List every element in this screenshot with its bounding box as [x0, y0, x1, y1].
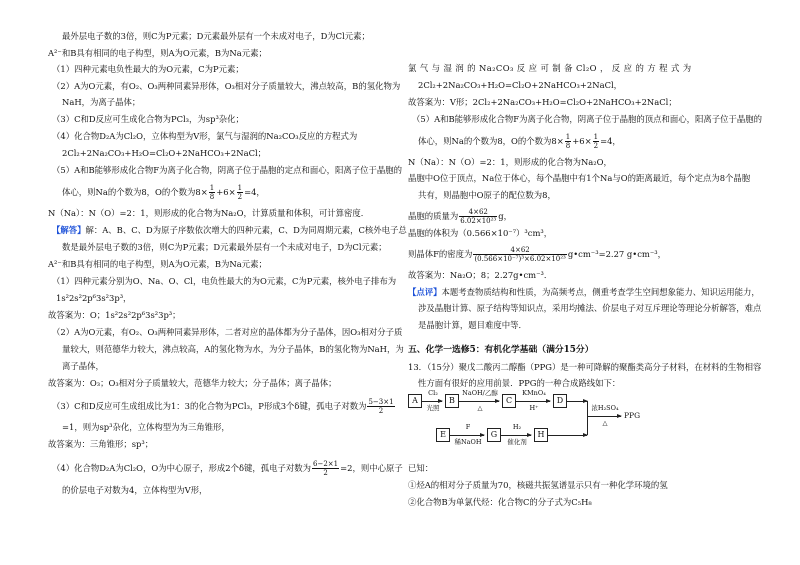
arrow	[450, 435, 484, 436]
text-line: 的价层电子对数为4，立体构型为V形，	[62, 485, 208, 495]
node-A: A	[408, 394, 422, 408]
arrow	[422, 401, 442, 402]
text-line: 故答案为：O₃；O₃相对分子质量较大，范德华力较大；分子晶体；离子晶体；	[48, 378, 337, 388]
node-D: D	[553, 394, 567, 408]
arrow	[587, 416, 621, 417]
text-line: （2）A为O元素，有O₂、O₃两种同素异形体，O₃相对分子质量较大，沸点较高，B的氢化物为	[52, 81, 401, 91]
arrow	[459, 401, 499, 402]
text-line: N（Na）：N（O）=2：1，则形成的化合物为Na₂O，计算质量和体积，可计算密度．	[48, 208, 370, 218]
node-G: G	[487, 428, 501, 442]
text-line: 最外层电子数的3倍，则C为P元素；D元素最外层有一个未成对电子，D为Cl元素；	[62, 31, 370, 41]
connector	[548, 435, 587, 436]
arrow	[516, 401, 550, 402]
text-line: （5）A和B能够形成化合物F为离子化合物，阴离子位于晶胞的顶点和面心，阳离子位于晶胞的	[412, 114, 762, 124]
text-line: A²⁻和B具有相同的电子构型，则A为O元素，B为Na元素；	[48, 48, 267, 58]
product-label: PPG	[624, 411, 641, 420]
text-line: 已知：	[408, 463, 434, 473]
text-line: 量较大，则范德华力较大，沸点较高，A的氢化物为水，为分子晶体，B的氢化物为NaH，为	[62, 344, 404, 354]
text-line: 则晶体F的密度为 $\frac{4\times 62}{\text{(0.566×10⁻⁷)³×6.02×10²³}}$ g•cm⁻³=2.27 g•cm⁻³，	[408, 246, 666, 263]
text-line: （4）化合物D₂A为Cl₂O，O为中心原子，形成2个δ键，孤电子对数为 $\frac{6-2\times 1}{2}$ =2，则中心原子	[52, 460, 403, 477]
text-line: 【点评】本题考查物质结构和性质，为高频考点，侧重考查学生空间想象能力、知识运用能力，	[408, 287, 760, 297]
text-line: NaH，为离子晶体；	[62, 97, 141, 107]
fraction: $\frac{1}{8}$	[209, 184, 215, 201]
section-heading: 五、化学一选修5：有机化学基础（满分15分）	[408, 345, 594, 355]
node-H: H	[534, 428, 548, 442]
text-line: ①烃A的相对分子质量为70，核磁共振氢谱显示只有一种化学环境的氢	[408, 480, 668, 490]
text-line: 数是最外层电子数的3倍，则C为P元素；D元素最外层有一个未成对电子，D为Cl元素；	[62, 242, 387, 252]
text-line: 氯 气 与 湿 润 的 Na₂CO₃ 反 应 可 制 备 Cl₂O ， 反 应 的 方 程 式 为	[408, 63, 692, 73]
reagent-label: H₂	[512, 423, 522, 431]
text-line: ②化合物B为单氯代烃：化合物C的分子式为C₅H₈	[408, 497, 592, 507]
text-line: 故答案为：三角锥形；sp³；	[48, 439, 154, 449]
text-line: （1）四种元素分别为O、Na、O、Cl，电负性最大的为O元素，C为P元素，核外电子排布为	[52, 276, 397, 286]
fraction: $\frac{1}{2}$	[237, 184, 243, 201]
condition-label: △	[477, 404, 483, 412]
node-E: E	[436, 428, 450, 442]
text-line: 2Cl₂+2Na₂CO₃+H₂O=Cl₂O+2NaHCO₃+2NaCl；	[62, 148, 267, 158]
text-line: 【解答】解：A、B、C、D为原子序数依次增大的四种元素，C、D为同周期元素，C核外电子总	[52, 225, 407, 235]
text-line: （3）C和D反应可生成化合物为PCl₃，为sp³杂化；	[52, 114, 244, 124]
text-line: 离子晶体，	[62, 361, 104, 371]
fraction: $\frac{4\times 62}{\text{6.02×10²³}}$	[460, 208, 497, 225]
reagent-label: 浓H₂SO₄	[591, 404, 619, 412]
text-line: 13．（15分）聚戊二酸丙二醇酯（PPG）是一种可降解的聚酯类高分子材料，在材料的生物相容	[408, 362, 762, 372]
node-B: B	[445, 394, 459, 408]
condition-label: △	[602, 419, 608, 427]
text-line: 故答案为：Na₂O；8；2.27g•cm⁻³．	[408, 270, 553, 280]
reagent-label: KMnO₄	[522, 389, 546, 397]
text-line: 体心，则Na的个数为8，O的个数为8× $\frac{1}{8}$ +6× $\frac{1}{2}$ =4，	[62, 184, 265, 201]
fraction: $\frac{4\times 62}{\text{(0.566×10⁻⁷)³×6.02×10²³}}$	[474, 246, 566, 263]
text-line: （5）A和B能够形成化合物F为离子化合物，阴离子位于晶胞的定点和面心，阳离子位于晶胞的	[52, 165, 402, 175]
text-line: 性方面有很好的应用前景．PPG的一种合成路线如下：	[418, 378, 621, 388]
condition-label: 稀NaOH	[454, 438, 482, 446]
text-line: （4）化合物D₂A为Cl₂O，立体构型为V形，氯气与湿润的Na₂CO₃反应的方程式为	[52, 131, 358, 141]
text-line: 故答案为：O；1s²2s²2p⁶3s²3p³；	[48, 310, 181, 320]
text-line: N（Na）：N（O）=2：1，则形成的化合物为Na₂O，	[408, 157, 612, 167]
text-line: A²⁻和B具有相同的电子构型，则A为O元素，B为Na元素；	[48, 259, 267, 269]
condition-label: H⁺	[529, 404, 539, 412]
text-line: 体心，则Na的个数为8，O的个数为8× $\frac{1}{8}$ +6× $\frac{1}{2}$ =4，	[418, 133, 621, 150]
node-C: C	[502, 394, 516, 408]
reagent-label: Cl₂	[428, 389, 438, 397]
text-line: （2）A为O元素，有O₂、O₃两种同素异形体，二者对应的晶体都为分子晶体，因O₃相对分子质	[52, 327, 403, 337]
condition-label: 光照	[426, 404, 440, 412]
text-line: =1，则为sp³杂化，立体构型为为三角锥形，	[62, 422, 230, 432]
text-line: （1）四种元素电负性最大的为O元素，C为P元素；	[52, 64, 244, 74]
text-line: 涉及晶胞计算、原子结构等知识点，采用均摊法、价层电子对互斥理论等理论分析解答，难点	[418, 303, 762, 313]
text-line: 共有，则晶胞中O原子的配位数为8，	[418, 190, 556, 200]
fraction: $\frac{1}{2}$	[593, 133, 599, 150]
text-line: 晶胞中O位于顶点，Na位于体心，每个晶胞中有1个Na与O的距离最近，每个定点为8个晶胞	[408, 173, 751, 183]
arrow	[501, 435, 531, 436]
comment-tag: 【点评】	[408, 287, 442, 297]
answer-tag: 【解答】	[52, 225, 86, 235]
text-line: 故答案为：V形；2Cl₂+2Na₂CO₃+H₂O=Cl₂O+2NaHCO₃+2NaCl；	[408, 97, 677, 107]
reagent-label: F	[465, 423, 471, 431]
fraction: $\frac{1}{8}$	[565, 133, 571, 150]
condition-label: 催化剂	[507, 438, 527, 446]
fraction: $\frac{5-3\times 1}{2}$	[368, 398, 394, 415]
text-line: 是晶胞计算，题目难度中等．	[418, 320, 527, 330]
text-line: 1s²2s²2p⁶3s²3p³，	[56, 293, 132, 303]
text-line: 晶胞的体积为（0.566×10⁻⁷）³cm³，	[408, 228, 553, 238]
reagent-label: NaOH/乙醇	[462, 389, 498, 397]
fraction: $\frac{6-2\times 1}{2}$	[313, 460, 339, 477]
synthesis-route-diagram	[400, 388, 800, 450]
text-line: 晶胞的质量为 $\frac{4\times 62}{\text{6.02×10²³}}$ g，	[408, 208, 512, 225]
text-line: 2Cl₂+2Na₂CO₃+H₂O=Cl₂O+2NaHCO₃+2NaCl，	[418, 80, 623, 90]
text-line: （3）C和D反应可生成组成比为1：3的化合物为PCl₃，P形成3个δ键，孤电子对数为 $\frac{5-3\times 1}{2}$	[52, 398, 394, 415]
arrow	[567, 401, 587, 402]
